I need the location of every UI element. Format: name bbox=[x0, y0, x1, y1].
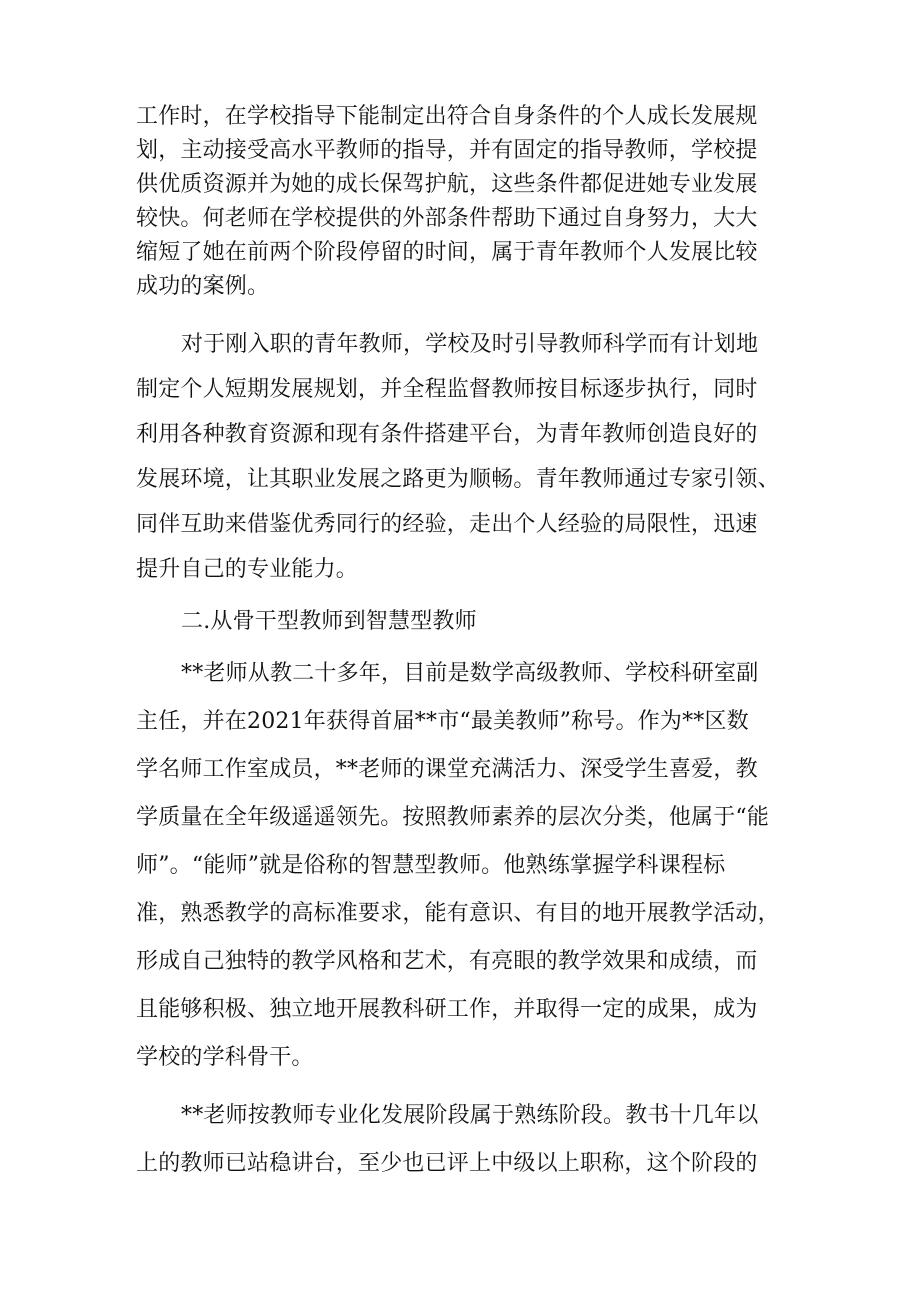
paragraph-line: 工作时，在学校指导下能制定出符合自身条件的个人成长发展规 bbox=[136, 104, 758, 129]
paragraph-line: 提升自己的专业能力。 bbox=[136, 557, 359, 582]
paragraph-line: 缩短了她在前两个阶段停留的时间，属于青年教师个人发展比较 bbox=[136, 240, 758, 265]
paragraph-line: 制定个人短期发展规划，并全程监督教师按目标逐步执行，同时 bbox=[136, 377, 758, 402]
paragraph-line: 主任，并在2021年获得首届**市“最美教师”称号。作为**区数 bbox=[136, 709, 749, 734]
paragraph-line: **老师按教师专业化发展阶段属于熟练阶段。教书十几年以 bbox=[181, 1103, 759, 1128]
paragraph-line: 供优质资源并为她的成长保驾护航，这些条件都促进她专业发展 bbox=[136, 172, 758, 197]
paragraph-line: 学质量在全年级遥遥领先。按照教师素养的层次分类，他属于“能 bbox=[136, 805, 770, 830]
paragraph-line: 师”。“能师”就是俗称的智慧型教师。他熟练掌握学科课程标 bbox=[136, 853, 726, 878]
paragraph-line: 且能够积极、独立地开展教科研工作，并取得一定的成果，成为 bbox=[136, 997, 758, 1022]
paragraph-line: 较快。何老师在学校提供的外部条件帮助下通过自身努力，大大 bbox=[136, 206, 758, 231]
paragraph-line: 成功的案例。 bbox=[136, 274, 270, 299]
section-heading: 二.从骨干型教师到智慧型教师 bbox=[181, 609, 477, 634]
paragraph-line: 上的教师已站稳讲台，至少也已评上中级以上职称，这个阶段的 bbox=[136, 1151, 758, 1176]
paragraph-line: **老师从教二十多年，目前是数学高级教师、学校科研室副 bbox=[181, 661, 759, 686]
paragraph-line: 学校的学科骨干。 bbox=[136, 1045, 314, 1070]
paragraph-line: 准，熟悉教学的高标准要求，能有意识、有目的地开展教学活动， bbox=[136, 901, 780, 926]
paragraph-line: 形成自己独特的教学风格和艺术，有亮眼的教学效果和成绩，而 bbox=[136, 949, 758, 974]
paragraph-line: 利用各种教育资源和现有条件搭建平台，为青年教师创造良好的 bbox=[136, 422, 758, 447]
paragraph-line: 发展环境，让其职业发展之路更为顺畅。青年教师通过专家引领、 bbox=[136, 467, 780, 492]
paragraph-line: 划，主动接受高水平教师的指导，并有固定的指导教师，学校提 bbox=[136, 138, 758, 163]
paragraph-line: 对于刚入职的青年教师，学校及时引导教师科学而有计划地 bbox=[181, 332, 759, 357]
paragraph-line: 同伴互助来借鉴优秀同行的经验，走出个人经验的局限性，迅速 bbox=[136, 512, 758, 537]
paragraph-line: 学名师工作室成员，**老师的课堂充满活力、深受学生喜爱，教 bbox=[136, 757, 758, 782]
